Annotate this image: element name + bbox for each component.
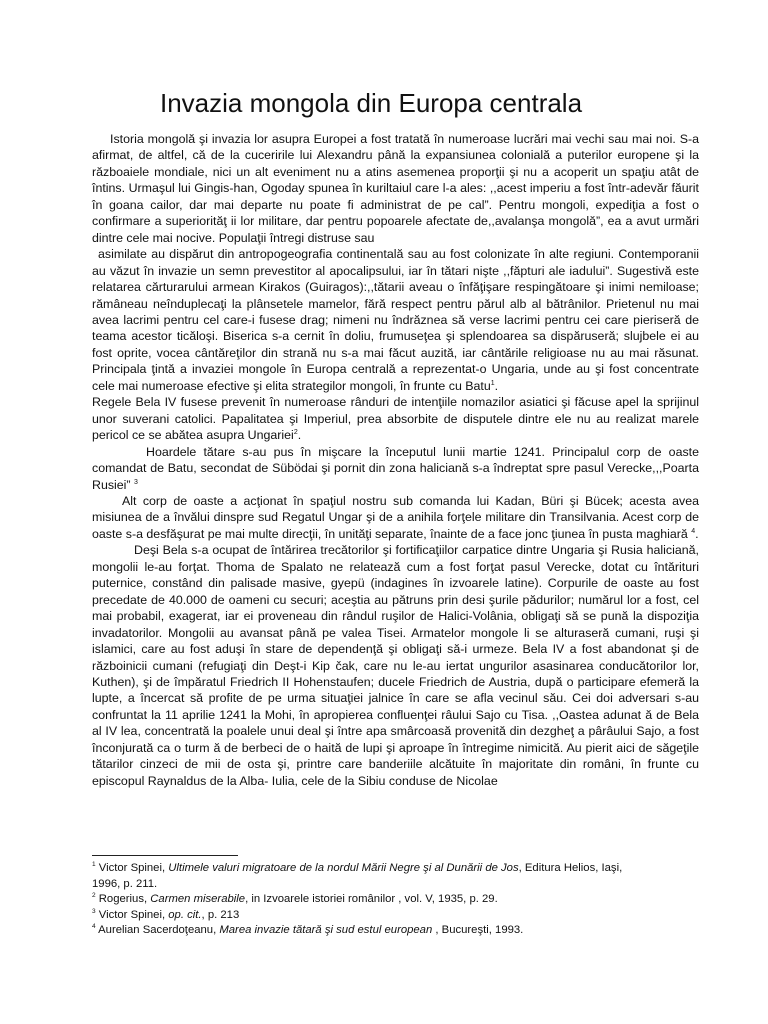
footnote-ref-2: 2 [293,429,298,437]
footnotes [92,861,702,939]
paragraph-5: Alt corp de oaste a acţionat în spaţiul nostru sub comanda lui Kadan, Büri şi Bücek; acesta avea misiunea de a învălui dinspre sud Regatul Ungar şi de a anihila forţele militare din Transilvania. Acest corp de oaste s-a desfăşurat pe mai multe direcţii, în unităţi separate, înainte de a face jonc ţiunea în pusta maghiară $^4$. [92,493,699,541]
footnote-separator [92,855,238,856]
footnote-4: $^4$ Aurelian Sacerdoţeanu, Marea invazie tătară şi sud estul european , Bucureşti, 1993. [92,923,524,936]
paragraph-1: Istoria mongolă şi invazia lor asupra Europei a fost tratată în numeroase lucrări mai vechi sau mai noi. S-a afirmat, de altfel, că de la cuceririle lui Alexandru până la expansiunea colonială a puterilor europene şi la războaiele mondiale, nici un alt eveniment nu a atins asemenea proporţii şi nu a acoperit un spaţiu atât de întins. Urmaşul lui Gingis-han, Ogoday spunea în kuriltaiul care l-a ales: ,,acest imperiu a fost într-adevăr făurit în goana cailor, dar mai departe nu poate fi administrat de pe cal”. Pentru mongoli, expediţia a fost o confirmare a superiorităţ ii lor militare, dar pentru popoarele afectate de,,avalanşa mongolă”, ea a avut urmări dintre cele mai nocive. Populaţii întregi distruse sau [92,132,699,245]
footnote-1-continuation: 1996, p. 211. [92,877,158,890]
footnote-3: $^3$ Victor Spinei, op. cit., p. 213 [92,907,240,921]
footnote-2: $^2$ Rogerius, Carmen miserabile, in Izvoarele istoriei românilor , vol. V, 1935, p. 29. [92,892,498,905]
footnote-ref-4: 4 [691,527,696,535]
paragraph-3: Regele Bela IV fusese prevenit în numeroase rânduri de intenţiile nomazilor asiatici şi făcuse apel la sprijinul unor suverani catolici. Papalitatea şi Imperiul, prea absorbite de disputele dintre ele nu au realizat marele pericol ce se abătea asupra Ungariei$^2$. [92,395,699,443]
document-title: Invazia mongola din Europa centrala [160,88,583,118]
footnote-ref-1: 1 [490,379,495,387]
document-body [92,131,699,789]
paragraph-4: Hoardele tătare s-au pus în mişcare la începutul lunii martie 1241. Principalul corp de oaste comandat de Batu, secondat de Sübödai şi pornit din zona haliciană s-a îndreptat spre pasul Verecke,,,Poarta Rusiei” $^3$ [92,444,699,492]
paragraph-6: Deşi Bela s-a ocupat de întărirea trecătorilor şi fortificaţiilor carpatice dintre Ungaria şi Rusia haliciană, mongolii le-au forţat. Thoma de Spalato ne relatează cum a fost forţat pasul Verecke, dotat cu întărituri puternice, constând din palisade masive, gyepü (indagines în izvoarele latine). Corpurile de oaste au fost precedate de 40.000 de oameni cu securi; aceştia au pătruns prin desi şurile pădurilor; numărul lor a fost, cel mai probabil, exagerat, iar ei proveneau din rândul ruşilor de Halici-Volânia, obligaţi să se pună la dispoziţia invadatorilor. Mongolii au avansat până pe valea Tisei. Armatelor mongole li se alturaseră cumani, ruşi şi islamici, care au fost aduşi în stare de dependenţă şi obligaţi să-i urmeze. Bela IV a fost abandonat şi de războinicii cumani (refugiaţi din Deşt-i Kip čak, care nu le-au iertat ungurilor asasinarea conducătorilor lor, Kuthen), şi de împăratul Friedrich II Hohenstaufen; ducele Friedrich de Austria, după o participare efemeră la lupte, a încercat să profite de pe urma situaţiei jalnice în care se afla vecinul său. Cei doi adversari s-au confruntat la 11 aprilie 1241 la Mohi, în apropierea confluenţei râului Sajo cu Tisa. ,,Oastea adunat ă de Bela al IV lea, concentrată la poalele unui deal şi între apa smârcoasă provenită din dezgheţ a pârâului Sajo, a fost înconjurată ca o turm ă de berbeci de o haită de lupi şi aproape în întregime nimicită. Au pierit aici de săgeţile tătarilor cinzeci de mii de osta şi, printre care banderiile alcătuite în majoritate din români, în frunte cu episcopul Raynaldus de la Alba- Iulia, cele de la Sibiu conduse de Nicolae [92,543,699,788]
footnote-1: $^1$ Victor Spinei, Ultimele valuri migratoare de la nordul Mării Negre şi al Dunării de Jos, Editura Helios, Iaşi, [92,861,623,874]
paragraph-2: asimilate au dispărut din antropogeografia continentală sau au fost colonizate în alte regiuni. Contemporanii au văzut în invazie un semn prevestitor al apocalipsului, iar în tătari nişte ,,făpturi ale iadului”. Sugestivă este relatarea cărturarului armean Kirakos (Guiragos):,,tătarii aveau o înfăţişare respingătoare şi inimi nemiloase; rămâneau neînduplecaţi la plânsetele mamelor, fără respect pentru părul alb al bătrânilor. Prietenul nu mai avea lacrimi pentru cel care-i fusese drag; nimeni nu îndrăznea să verse lacrimi pentru cei care pieriseră de teama acestor ticăloşi. Biserica s-a cernit în doliu, frumuseţea şi splendoarea sa dispăruseră; slujbele ei au fost oprite, vocea cântăreţilor din strană nu s-a mai făcut auzită, iar cântările religioase nu au mai răsunat. Principala ţintă a invaziei mongole în Europa centrală a reprezentat-o Ungaria, unde au şi fost concentrate cele mai numeroase efective şi elita strategilor mongoli, în frunte cu Batu$^1$. [92,247,699,393]
footnote-ref-3: 3 [134,478,138,486]
